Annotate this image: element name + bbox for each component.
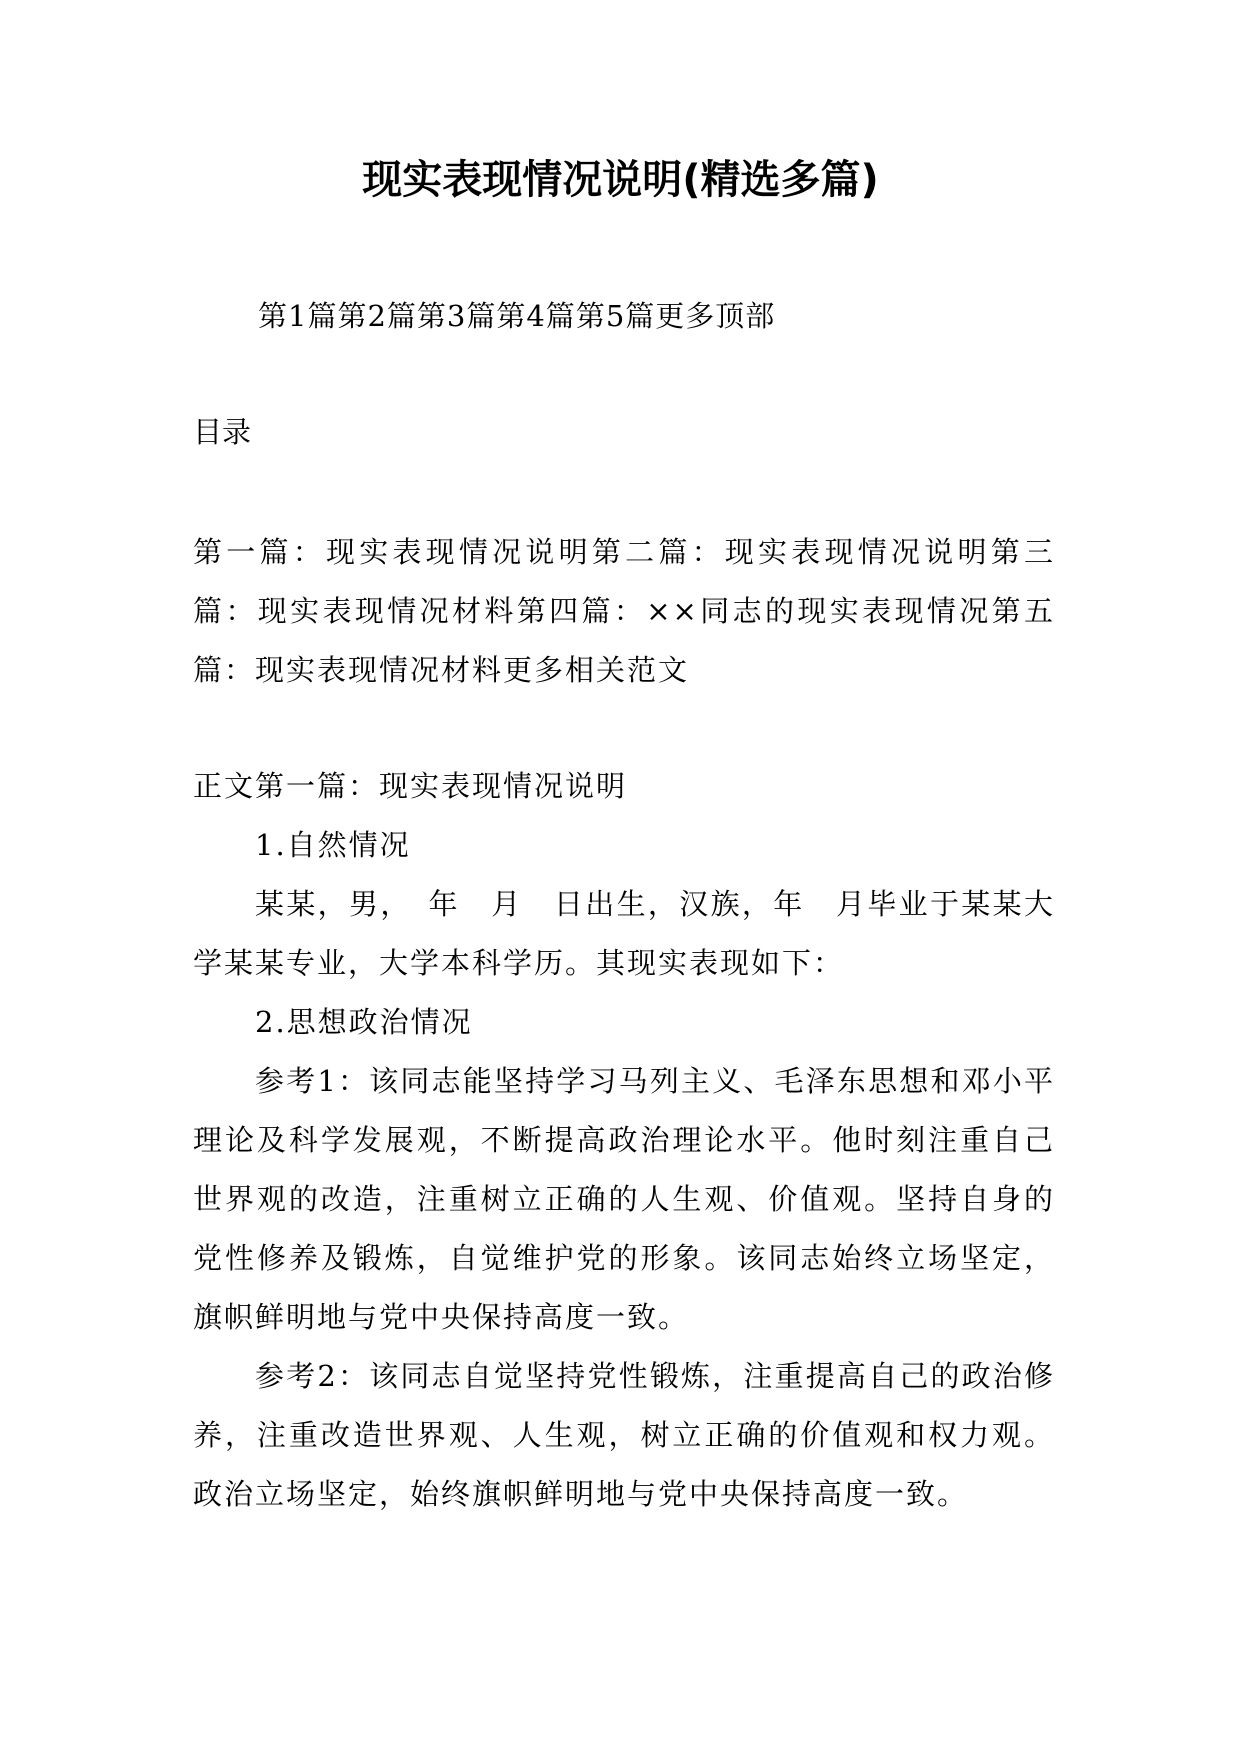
nav-link-part-4[interactable]: 第4篇 (496, 299, 576, 333)
reference-1-paragraph: 参考1：该同志能坚持学习马列主义、毛泽东思想和邓小平理论及科学发展观，不断提高政治理论水平。他时刻注重自己世界观的改造，注重树立正确的人生观、价值观。坚持自身的党性修养及锻炼，自觉维护党的形象。该同志始终立场坚定，旗帜鲜明地与党中央保持高度一致。 (193, 1064, 1055, 1334)
toc-item-part-5[interactable]: 第五篇：现实表现情况材料 (193, 594, 1055, 687)
nav-link-top[interactable]: 顶部 (715, 299, 776, 333)
toc-item-part-3[interactable]: 第三篇：现实表现情况材料 (193, 535, 1055, 628)
nav-link-part-5[interactable]: 第5篇 (575, 299, 656, 333)
article-body (193, 757, 1055, 1524)
reference-2-paragraph: 参考2：该同志自觉坚持党性锻炼，注重提高自己的政治修养，注重改造世界观、人生观，树立正确的价值观和权力观。政治立场坚定，始终旗帜鲜明地与党中央保持高度一致。 (193, 1359, 1055, 1511)
section-1-paragraph: 某某，男， 年 月 日出生，汉族，年 月毕业于某某大学某某专业，大学本科学历。其现实表现如下： (193, 887, 1055, 980)
article-nav (258, 294, 775, 338)
toc-heading: 目录 (193, 415, 252, 449)
table-of-contents (193, 523, 1055, 700)
document-title: 现实表现情况说明(精选多篇) (362, 157, 879, 203)
section-2-title: 2.思想政治情况 (255, 1005, 473, 1039)
toc-item-part-4[interactable]: 第四篇：××同志的现实表现情况 (516, 594, 992, 628)
section-1-title: 1.自然情况 (255, 828, 411, 862)
toc-item-part-1[interactable]: 第一篇：现实表现情况说明 (193, 535, 592, 569)
nav-link-part-3[interactable]: 第3篇 (416, 299, 497, 333)
nav-link-part-2[interactable]: 第2篇 (337, 299, 417, 333)
toc-item-part-2[interactable]: 第二篇：现实表现情况说明 (591, 535, 991, 569)
nav-link-part-1[interactable]: 第1篇 (258, 299, 338, 333)
toc-item-related[interactable]: 更多相关范文 (503, 653, 690, 687)
article-heading: 正文第一篇：现实表现情况说明 (193, 769, 628, 803)
nav-link-more[interactable]: 更多 (655, 299, 716, 333)
